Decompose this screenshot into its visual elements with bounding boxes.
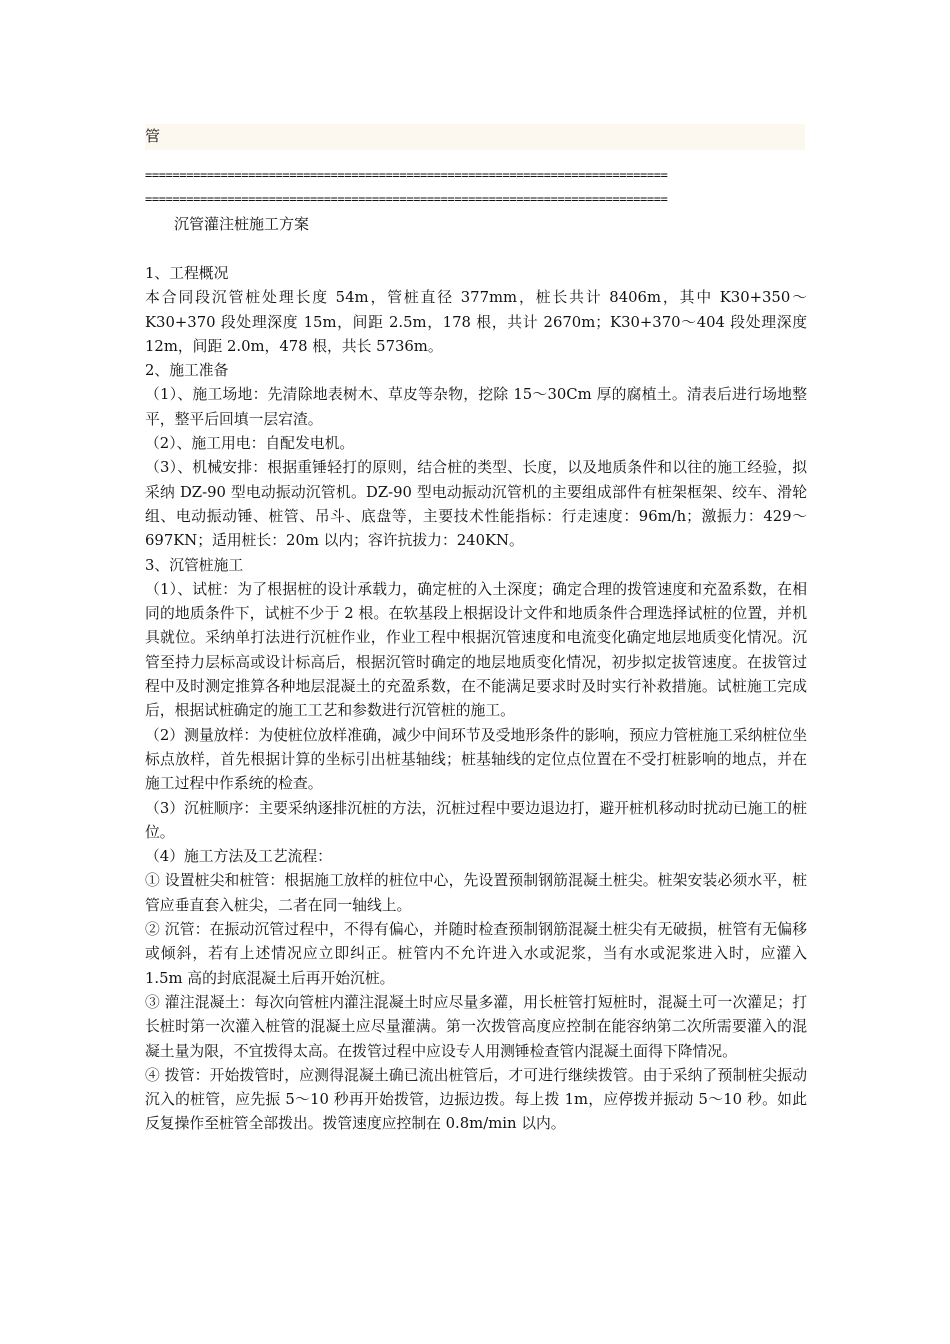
header-highlight-band xyxy=(145,124,805,150)
paragraph: （4）施工方法及工艺流程： xyxy=(145,848,332,866)
paragraph: （2）测量放样：为使桩位放样准确，减少中间环节及受地形条件的影响，预应力管桩施工采纳桩位坐标点放样，首先根据计算的坐标引出桩基轴线；桩基轴线的定位点位置在不受打桩影响的地点，并在施工过程中作系统的检查。 xyxy=(145,726,807,793)
section-heading: 2、施工准备 xyxy=(145,362,229,380)
paragraph: ② 沉管：在振动沉管过程中，不得有偏心，并随时检查预制钢筋混凝土桩尖有无破损，桩管有无偏移或倾斜，若有上述情况应立即纠正。桩管内不允许进入水或泥浆，当有水或泥浆进入时，应灌入 1.5m 高的封底混凝土后再开始沉桩。 xyxy=(145,921,807,987)
separator-line: ============================================================================ xyxy=(145,168,668,182)
paragraph: 本合同段沉管桩处理长度 54m，管桩直径 377mm，桩长共计 8406m，其中 K30+350～K30+370 段处理深度 15m，间距 2.5m，178 根，共计 2670m；K30+370～404 段处理深度 12m，间距 2.0m，478 根，共长 5736m。 xyxy=(145,289,807,355)
paragraph: （1）、试桩：为了根据桩的设计承载力，确定桩的入土深度；确定合理的拨管速度和充盈系数，在相同的地质条件下，试桩不少于 2 根。在软基段上根据设计文件和地质条件合理选择试桩的位置，并机具就位。采纳单打法进行沉桩作业，作业工程中根据沉管速度和电流变化确定地层地质变化情况。沉管至持力层标高或设计标高后，根据沉管时确定的地层地质变化情况，初步拟定拔管速度。在拔管过程中及时测定推算各种地层混凝土的充盈系数，在不能满足要求时及时实行补救措施。试桩施工完成后，根据试桩确定的施工工艺和参数进行沉管桩的施工。 xyxy=(145,580,807,720)
paragraph: ① 设置桩尖和桩管：根据施工放样的桩位中心，先设置预制钢筋混凝土桩尖。桩架安装必须水平，桩管应垂直套入桩尖，二者在同一轴线上。 xyxy=(145,872,807,914)
paragraph: （1）、施工场地：先清除地表树木、草皮等杂物，挖除 15～30Cm 厚的腐植土。清表后进行场地整平，整平后回填一层宕渣。 xyxy=(145,386,807,428)
paragraph: （2）、施工用电：自配发电机。 xyxy=(145,435,355,453)
paragraph: ③ 灌注混凝土：每次向管桩内灌注混凝土时应尽量多灌，用长桩管打短桩时，混凝土可一次灌足；打长桩时第一次灌入桩管的混凝土应尽量灌满。第一次拨管高度应控制在能容纳第二次所需要灌入的混凝土量为限，不宜拨得太高。在拨管过程中应设专人用测锤检查管内混凝土面得下降情况。 xyxy=(145,993,807,1060)
paragraph: （3）、机械安排：根据重锤轻打的原则，结合桩的类型、长度，以及地质条件和以往的施工经验，拟采纳 DZ-90 型电动振动沉管机。DZ-90 型电动振动沉管机的主要组成部件有桩架框架、绞车、滑轮组、电动振动锤、桩管、吊斗、底盘等，主要技术性能指标：行走速度：96m/h；激振力：429～697KN；适用桩长：20m 以内；容许抗拔力：240KN。 xyxy=(145,459,807,550)
paragraph: ④ 拨管：开始拨管时，应测得混凝土确已流出桩管后，才可进行继续拨管。由于采纳了预制桩尖振动沉入的桩管，应先振 5～10 秒再开始拨管，边振边拨。每上拨 1m，应停拨并振动 5～10 秒。如此反复操作至桩管全部拨出。拨管速度应控制在 0.8m/min 以内。 xyxy=(145,1066,807,1133)
header-text: 管 xyxy=(145,127,161,145)
section-heading: 3、沉管桩施工 xyxy=(145,556,244,574)
document-body xyxy=(145,262,807,1137)
paragraph: （3）沉桩顺序：主要采纳逐排沉桩的方法，沉桩过程中要边退边打，避开桩机移动时扰动已施工的桩位。 xyxy=(145,799,807,841)
section-heading: 1、工程概况 xyxy=(145,265,229,282)
document-title: 沉管灌注桩施工方案 xyxy=(174,215,310,233)
separator-line: ============================================================================ xyxy=(145,192,668,206)
